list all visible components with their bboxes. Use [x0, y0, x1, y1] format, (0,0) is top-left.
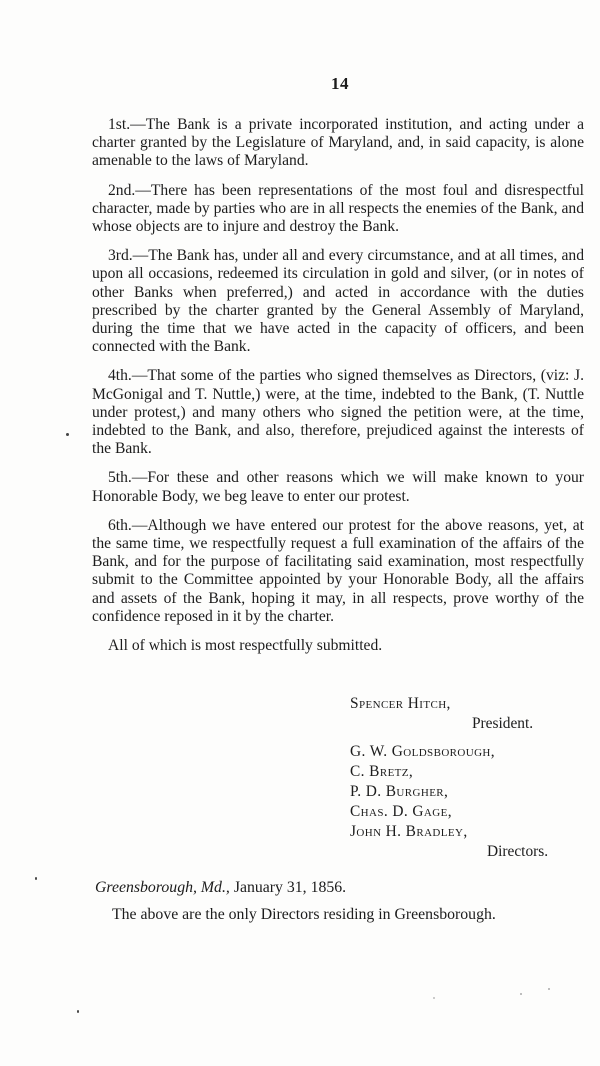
paragraph-fourth: 4th.—That some of the parties who signed themselves as Directors, (viz: J. McGonigal and T. Nuttle,) were, at the time, indebted to the Bank, (T. Nuttle under protest,) and many others who signed the petition were, at the time, indebted to the Bank, and also, therefore, prejudiced against the interests of the Bank. — [92, 367, 584, 458]
dateline — [95, 879, 346, 897]
page-number: 14 — [331, 74, 349, 93]
paragraph-third: 3rd.—The Bank has, under all and every circumstance, and at all times, and upon all occasions, redeemed its circulation in gold and silver, (or in notes of other Banks when preferred,) and acted in accordance with the duties prescribed by the charter granted by the General Assembly of Maryland, during the time that we have acted in the capacity of officers, and been connected with the Bank. — [92, 247, 584, 356]
signature-director: Chas. D. Gage, — [350, 803, 452, 820]
dateline-date: January 31, 1856. — [233, 879, 347, 896]
scan-speck — [66, 433, 69, 436]
dateline-place: Greensborough, Md., — [95, 879, 230, 896]
paragraph-sixth: 6th.—Although we have entered our protest for the above reasons, yet, at the same time, we respectfully request a full examination of the affairs of the Bank, and for the purpose of facilitating said examination, most respectfully submit to the Committee appointed by your Honorable Body, all the affairs and assets of the Bank, hoping it may, in all respects, prove worthy of the confidence reposed in it by the charter. — [92, 516, 584, 625]
signature-directors-title: Directors. — [487, 843, 549, 860]
scan-speck — [520, 993, 522, 995]
signature-president-name: Spencer Hitch, — [350, 695, 451, 712]
signature-director: G. W. Goldsborough, — [350, 743, 496, 760]
signature-director: John H. Bradley, — [350, 823, 468, 840]
signature-president-title: President. — [472, 715, 534, 732]
scan-speck — [77, 1010, 79, 1013]
signature-director: C. Bretz, — [350, 763, 414, 780]
body-text — [92, 116, 584, 659]
scan-speck — [548, 988, 550, 990]
paragraph-second: 2nd.—There has been representations of the most foul and disrespectful character, made by parties who are in all respects the enemies of the Bank, and whose objects are to injure and destroy the Bank. — [92, 181, 584, 236]
submission-line: All of which is most respectfully submitted. — [108, 637, 383, 655]
paragraph-first: 1st.—The Bank is a private incorporated institution, and acting under a charter granted by the Legislature of Maryland, and, in said capacity, is alone amenable to the laws of Maryland. — [92, 116, 584, 170]
signature-director: P. D. Burgher, — [350, 783, 449, 800]
closing-note: The above are the only Directors residing in Greensborough. — [112, 906, 496, 923]
paragraph-fifth: 5th.—For these and other reasons which we will make known to your Honorable Body, we beg leave to enter our protest. — [92, 469, 584, 505]
scan-speck — [35, 877, 37, 880]
scan-speck — [433, 997, 435, 999]
